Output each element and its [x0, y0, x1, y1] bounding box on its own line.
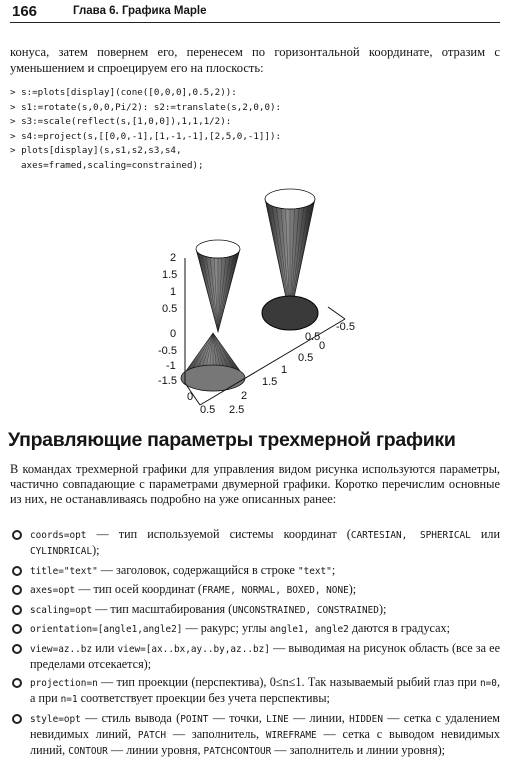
option-description: — выводимая на рисунок область (все за ее пределами отсекается); — [30, 640, 500, 671]
option-list-item — [10, 582, 500, 598]
options-list — [10, 527, 500, 762]
option-description: , а при — [30, 675, 500, 705]
option-code: FRAME, NORMAL, BOXED, NONE — [201, 585, 349, 596]
option-description: — тип используемой системы координат ( — [86, 527, 351, 541]
option-description: или — [92, 640, 118, 655]
option-description: ); — [348, 582, 357, 596]
option-description: ); — [92, 543, 100, 557]
option-list-item — [10, 641, 500, 672]
z-tick-label: -1 — [166, 360, 176, 372]
option-code: axes=opt — [30, 585, 76, 596]
z-tick-label: -0.5 — [158, 345, 177, 357]
option-code: angle1, angle2 — [269, 624, 349, 635]
option-code: CARTESIAN, SPHERICAL — [350, 530, 471, 541]
option-description: — точки, — [208, 710, 267, 725]
section-title: Управляющие параметры трехмерной графики — [8, 429, 456, 451]
bullet-circle-icon — [12, 566, 22, 576]
option-list-item — [10, 563, 500, 579]
option-code: PATCHCONTOUR — [203, 745, 272, 757]
intro-paragraph: конуса, затем повернем его, перенесем по горизонтальной координате, отразим с уменьшением и спроецируем его на плоскость: — [10, 45, 500, 75]
code-line: axes=framed,scaling=constrained); — [21, 159, 204, 171]
option-description: — тип масштабирования ( — [92, 601, 233, 616]
option-code: "text" — [297, 565, 332, 577]
option-code: UNCONSTRAINED, CONSTRAINED — [232, 604, 379, 616]
option-code: LINE — [266, 713, 289, 725]
page-header — [10, 2, 500, 23]
z-tick-label: 1 — [170, 286, 177, 298]
option-code: n=0 — [480, 678, 497, 689]
y-tick-label: 0.5 — [305, 331, 321, 343]
option-description: — ракурс; углы — [182, 621, 270, 635]
projected-disc — [262, 296, 318, 330]
code-line: > s1:=rotate(s,0,0,Pi/2): s2:=translate(s,2,0,0): — [10, 101, 282, 113]
option-code: WIREFRAME — [265, 729, 317, 741]
bullet-circle-icon — [12, 605, 22, 615]
maple-code-block — [10, 86, 500, 173]
z-tick-label: 0 — [170, 328, 177, 340]
option-list-item — [10, 711, 500, 759]
inverted-cone-top-base — [196, 240, 240, 258]
option-description: ; — [331, 562, 336, 577]
option-description: — заполнитель и линии уровня); — [271, 742, 446, 757]
x-tick-label: 2 — [241, 390, 248, 402]
section-paragraph: В командах трехмерной графики для управления видом рисунка используются параметры, частично совпадающие с параметрами двумерной графики. Коротко перечислим основные из них, не останавливаясь подробно на уже описанных ранее: — [10, 462, 500, 506]
option-list-item — [10, 527, 500, 559]
option-list-item — [10, 621, 500, 637]
bullet-circle-icon — [12, 714, 22, 724]
x-tick-label: 0 — [319, 340, 326, 352]
front-tick-label: 0 — [187, 391, 194, 403]
option-description: — линии уровня, — [107, 742, 204, 757]
code-line: > s:=plots[display](cone([0,0,0],0.5,2)): — [10, 87, 237, 98]
front-tick-label: 0.5 — [200, 404, 216, 416]
option-code: HIDDEN — [349, 713, 383, 725]
chapter-title: Глава 6. Графика Maple — [73, 5, 207, 17]
option-description: — сетка с удалением невидимых линий, — [30, 710, 500, 741]
option-code: projection=n — [30, 678, 98, 689]
bullet-circle-icon — [12, 530, 22, 540]
option-code: view=[ax..bx,ay..by,az..bz] — [117, 643, 270, 655]
upright-cone-bottom-base — [181, 365, 245, 391]
bullet-circle-icon — [12, 585, 22, 595]
bullet-circle-icon — [12, 644, 22, 654]
option-description: — заголовок, содержащийся в строке — [97, 562, 298, 577]
y-axis-ticks — [305, 321, 355, 343]
option-description: — линии, — [288, 710, 350, 725]
code-line: > s4:=project(s,[[0,0,-1],[1,-1,-1],[2,5,0,-1]]): — [10, 130, 282, 142]
bullet-circle-icon — [12, 678, 22, 688]
z-axis-ticks — [158, 252, 177, 387]
option-code: scaling=opt — [30, 604, 93, 616]
option-code: coords=opt — [30, 530, 87, 541]
option-code: style=opt — [30, 713, 81, 725]
option-code: view=az..bz — [30, 643, 93, 655]
option-description: — стиль вывода ( — [80, 710, 181, 725]
code-line: > plots[display](s,s1,s2,s3,s4, — [10, 145, 182, 156]
option-description: — заполнитель, — [166, 726, 266, 741]
option-code: PATCH — [137, 729, 167, 741]
z-tick-label: -1.5 — [158, 375, 177, 387]
option-list-item — [10, 602, 500, 618]
option-description: ); — [378, 601, 387, 616]
x-tick-label: 0.5 — [298, 352, 314, 364]
option-code: orientation=[angle1,angle2] — [30, 624, 183, 635]
z-tick-label: 2 — [170, 252, 177, 264]
option-code: title="text" — [30, 565, 98, 577]
option-description: или — [470, 527, 500, 541]
y-axis-line — [328, 307, 345, 319]
option-description: — тип осей координат ( — [75, 582, 202, 596]
y-tick-label: -0.5 — [336, 321, 355, 333]
option-description: — тип проекции (перспектива), 0≤n≤1. Так называемый рыбий глаз при — [97, 675, 481, 689]
option-code: POINT — [180, 713, 209, 725]
option-description: соответствует проекции без учета перспективы; — [77, 691, 330, 705]
x-tick-label: 2.5 — [229, 404, 245, 416]
cone-3d-plot — [140, 180, 380, 420]
code-line: > s3:=scale(reflect(s,[1,0,0]),1,1,1/2): — [10, 116, 232, 127]
option-code: CYLINDRICAL — [30, 546, 93, 557]
bullet-circle-icon — [12, 624, 22, 634]
z-tick-label: 0.5 — [162, 303, 178, 315]
option-description: — сетка с выводом невидимых линий, — [30, 726, 500, 757]
x-tick-label: 1.5 — [262, 376, 278, 388]
z-tick-label: 1.5 — [162, 269, 178, 281]
option-description: даются в градусах; — [348, 621, 450, 635]
option-code: n=1 — [60, 694, 78, 705]
option-list-item — [10, 675, 500, 707]
page-number: 166 — [12, 3, 38, 20]
x-tick-label: 1 — [281, 364, 288, 376]
option-code: CONTOUR — [68, 745, 108, 757]
inverted-cone-right-base — [265, 189, 315, 209]
